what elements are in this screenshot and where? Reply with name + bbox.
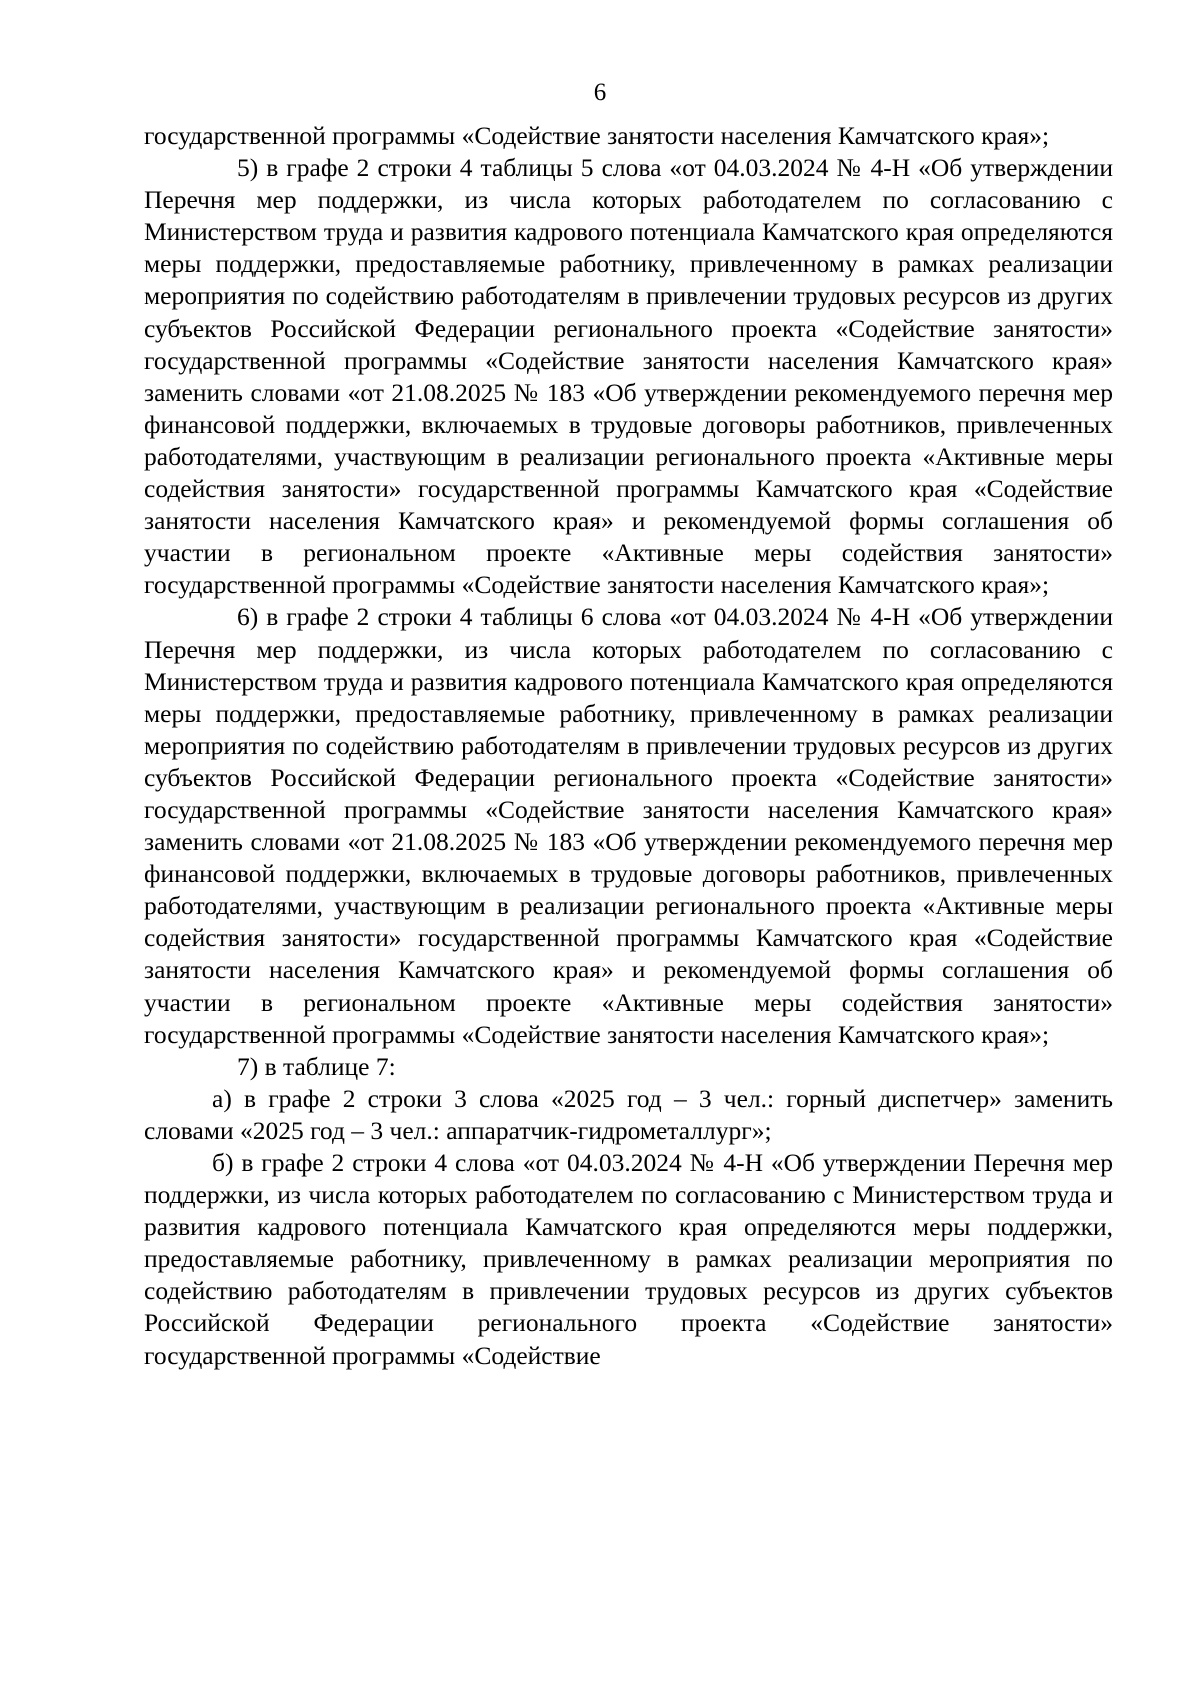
paragraph-item-7b: б) в графе 2 строки 4 слова «от 04.03.2024 № 4-Н «Об утверждении Перечня мер поддержки, из числа которых работодателем по согласованию с Министерством труда и развития кадрового потенциала Камчатского края определяются меры поддержки, предоставляемые работнику, привлеченному в рамках реализации мероприятия по содействию работодателям в привлечении трудовых ресурсов из других субъектов Российской Федерации регионального проекта «Содействие занятости» государственной программы «Содействие bbox=[144, 1148, 1113, 1370]
paragraph-item-7a: а) в графе 2 строки 3 слова «2025 год – 3 чел.: горный диспетчер» заменить словами «2025 год – 3 чел.: аппаратчик-гидрометаллург»; bbox=[144, 1083, 1113, 1145]
paragraph-continuation: государственной программы «Содействие занятости населения Камчатского края»; bbox=[144, 121, 1050, 150]
paragraph-item-7: 7) в таблице 7: bbox=[237, 1051, 396, 1081]
document-body bbox=[144, 120, 1113, 1372]
paragraph-item-5: 5) в графе 2 строки 4 таблицы 5 слова «от 04.03.2024 № 4-Н «Об утверждении Перечня мер поддержки, из числа которых работодателем по согласованию с Министерством труда и развития кадрового потенциала Камчатского края определяются меры поддержки, предоставляемые работнику, привлеченному в рамках реализации мероприятия по содействию работодателям в привлечении трудовых ресурсов из других субъектов Российской Федерации регионального проекта «Содействие занятости» государственной программы «Содействие занятости населения Камчатского края» заменить словами «от 21.08.2025 № 183 «Об утверждении рекомендуемого перечня мер финансовой поддержки, включаемых в трудовые договоры работников, привлеченных работодателями, участвующим в реализации регионального проекта «Активные меры содействия занятости» государственной программы Камчатского края «Содействие занятости населения Камчатского края» и рекомендуемой формы соглашения об участии в региональном проекте «Активные меры содействия занятости» государственной программы «Содействие занятости населения Камчатского края»; bbox=[144, 153, 1113, 600]
page-number: 6 bbox=[593, 79, 607, 106]
paragraph-item-6: 6) в графе 2 строки 4 таблицы 6 слова «от 04.03.2024 № 4-Н «Об утверждении Перечня мер поддержки, из числа которых работодателем по согласованию с Министерством труда и развития кадрового потенциала Камчатского края определяются меры поддержки, предоставляемые работнику, привлеченному в рамках реализации мероприятия по содействию работодателям в привлечении трудовых ресурсов из других субъектов Российской Федерации регионального проекта «Содействие занятости» государственной программы «Содействие занятости населения Камчатского края» заменить словами «от 21.08.2025 № 183 «Об утверждении рекомендуемого перечня мер финансовой поддержки, включаемых в трудовые договоры работников, привлеченных работодателями, участвующим в реализации регионального проекта «Активные меры содействия занятости» государственной программы Камчатского края «Содействие занятости населения Камчатского края» и рекомендуемой формы соглашения об участии в региональном проекте «Активные меры содействия занятости» государственной программы «Содействие занятости населения Камчатского края»; bbox=[144, 602, 1113, 1049]
